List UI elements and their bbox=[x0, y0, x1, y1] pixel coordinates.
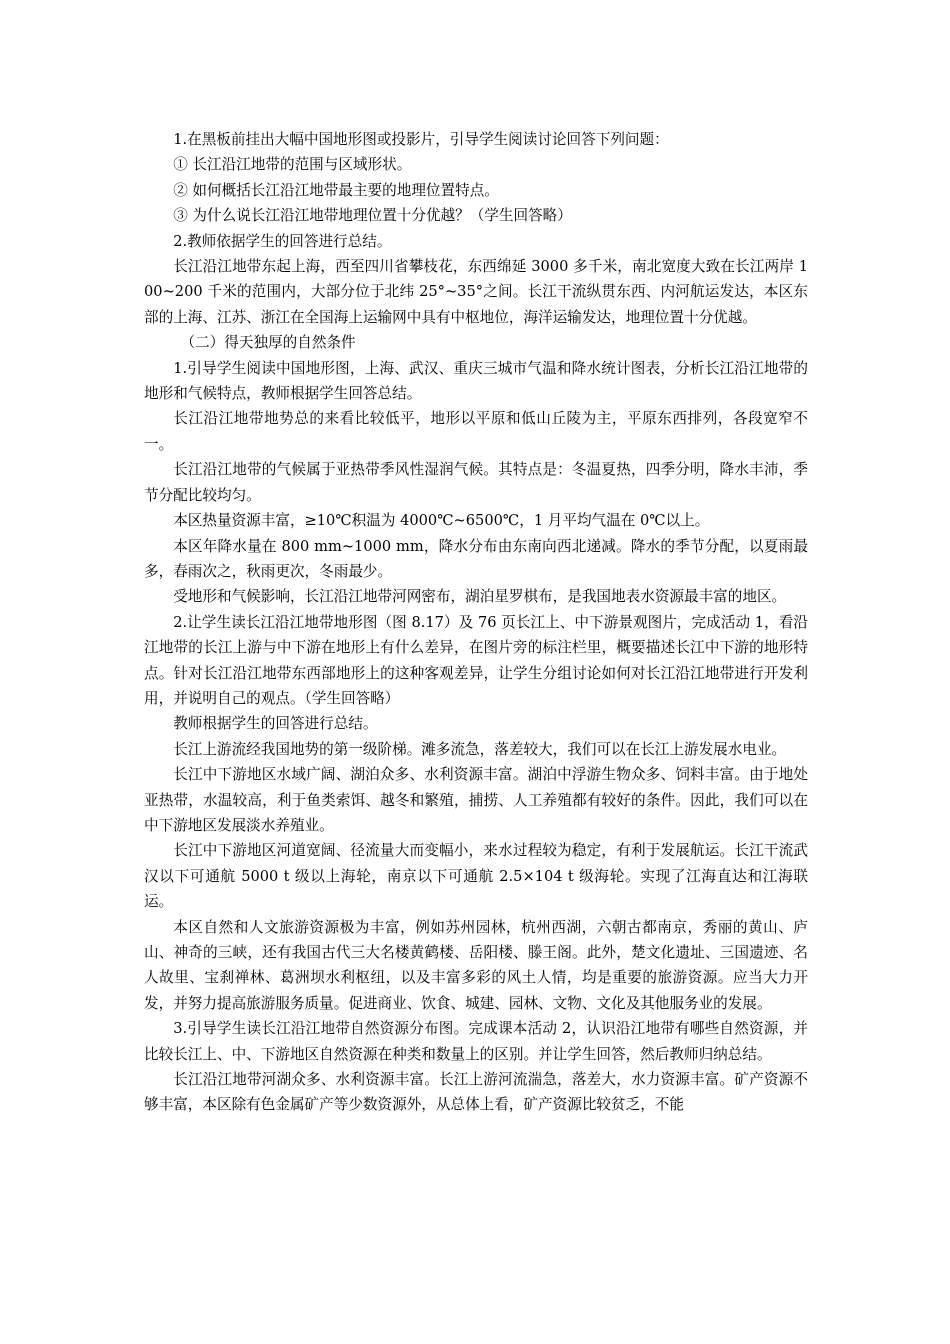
section-heading: （二）得天独厚的自然条件 bbox=[180, 334, 356, 352]
paragraph: 教师根据学生的回答进行总结。 bbox=[173, 715, 378, 733]
paragraph: 本区热量资源丰富，≥10℃积温为 4000℃~6500℃，1 月平均气温在 0℃以上。 bbox=[173, 512, 710, 530]
paragraph: 2.让学生读长江沿江地带地形图（图 8.17）及 76 页长江上、中下游景观图片，完成活动 1，看沿江地带的长江上游与中下游在地形上有什么差异，在图片旁的标注栏里，概要描述长江中下游的地形特点。针对长江沿江地带东西部地形上的这种客观差异，让学生分组讨论如何对长江沿江地带进行开发利用，并说明自己的观点。（学生回答略） bbox=[144, 613, 808, 707]
paragraph: 长江沿江地带地势总的来看比较低平，地形以平原和低山丘陵为主，平原东西排列，各段宽窄不一。 bbox=[144, 410, 808, 453]
paragraph: 长江沿江地带东起上海，西至四川省攀枝花，东西绵延 3000 多千米，南北宽度大致在长江两岸 100~200 千米的范围内，大部分位于北纬 25°~35°之间。长江干流纵贯东西、内河航运发达，本区东部的上海、江苏、浙江在全国海上运输网中具有中枢地位，海洋运输发达，地理位置十分优越。 bbox=[144, 258, 808, 326]
list-item: ② 如何概括长江沿江地带最主要的地理位置特点。 bbox=[173, 181, 499, 199]
paragraph: 1.引导学生阅读中国地形图，上海、武汉、重庆三城市气温和降水统计图表，分析长江沿江地带的地形和气候特点，教师根据学生回答总结。 bbox=[144, 359, 808, 403]
document-body bbox=[144, 127, 808, 1118]
paragraph: 长江中下游地区河道宽阔、径流量大而变幅小，来水过程较为稳定，有利于发展航运。长江干流武汉以下可通航 5000 t 级以上海轮，南京以下可通航 2.5×104 t 级海轮。实现了江海直达和江海联运。 bbox=[144, 842, 808, 911]
paragraph: 本区自然和人文旅游资源极为丰富，例如苏州园林，杭州西湖，六朝古都南京，秀丽的黄山、庐山、神奇的三峡，还有我国古代三大名楼黄鹤楼、岳阳楼、滕王阁。此外，楚文化遗址、三国遗迹、名人故里、宝刹禅林、葛洲坝水利枢纽，以及丰富多彩的风土人情，均是重要的旅游资源。应当大力开发，并努力提高旅游服务质量。促进商业、饮食、城建、园林、文物、文化及其他服务业的发展。 bbox=[144, 918, 808, 1012]
paragraph: 3.引导学生读长江沿江地带自然资源分布图。完成课本活动 2，认识沿江地带有哪些自然资源，并比较长江上、中、下游地区自然资源在种类和数量上的区别。并让学生回答，然后教师归纳总结。 bbox=[144, 1020, 808, 1063]
paragraph: 受地形和气候影响，长江沿江地带河网密布，湖泊星罗棋布，是我国地表水资源最丰富的地区。 bbox=[173, 588, 787, 606]
paragraph: 长江中下游地区水域广阔、湖泊众多、水利资源丰富。湖泊中浮游生物众多、饲料丰富。由于地处亚热带，水温较高，利于鱼类索饵、越冬和繁殖，捕捞、人工养殖都有较好的条件。因此，我们可以在中下游地区发展淡水养殖业。 bbox=[144, 766, 808, 834]
paragraph: 1.在黑板前挂出大幅中国地形图或投影片，引导学生阅读讨论回答下列问题： bbox=[173, 131, 669, 148]
list-item: ③ 为什么说长江沿江地带地理位置十分优越？（学生回答略） bbox=[173, 207, 572, 225]
paragraph: 长江沿江地带的气候属于亚热带季风性湿润气候。其特点是：冬温夏热，四季分明，降水丰沛，季节分配比较均匀。 bbox=[144, 461, 808, 504]
paragraph: 2.教师依据学生的回答进行总结。 bbox=[173, 232, 392, 250]
paragraph: 长江上游流经我国地势的第一级阶梯。滩多流急，落差较大，我们可以在长江上游发展水电业。 bbox=[173, 740, 787, 758]
paragraph: 本区年降水量在 800 mm~1000 mm，降水分布由东南向西北递减。降水的季节分配，以夏雨最多，春雨次之，秋雨更次，冬雨最少。 bbox=[144, 537, 808, 580]
paragraph: 长江沿江地带河湖众多、水利资源丰富。长江上游河流湍急，落差大，水力资源丰富。矿产资源不够丰富，本区除有色金属矿产等少数资源外，从总体上看，矿产资源比较贫乏，不能 bbox=[144, 1071, 808, 1114]
list-item: ① 长江沿江地带的范围与区域形状。 bbox=[173, 156, 412, 174]
